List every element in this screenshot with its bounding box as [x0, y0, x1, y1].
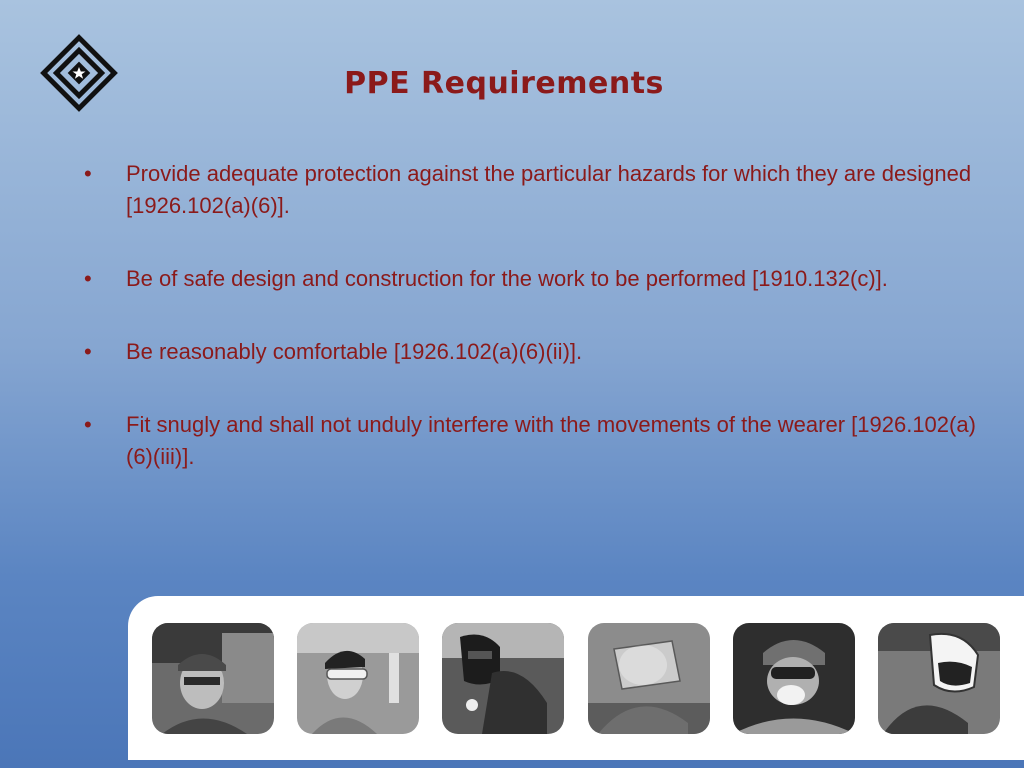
bullet-text: Be reasonably comfortable [1926.102(a)(6)(ii)]. — [126, 339, 583, 364]
bullet-item — [82, 409, 982, 473]
worker-safety-goggles-photo — [297, 623, 419, 734]
worker-hardhat-glasses-photo — [152, 623, 274, 734]
worker-welding-helmet-photo — [878, 623, 1000, 734]
bullet-item — [82, 158, 982, 222]
bullet-text: Provide adequate protection against the particular hazards for which they are designed [1926.102(a)(6)]. — [126, 161, 972, 218]
slide-title: PPE Requirements — [344, 66, 664, 101]
worker-face-shield-photo — [588, 623, 710, 734]
bullet-marker: • — [84, 339, 92, 364]
bullet-marker: • — [84, 161, 92, 186]
bullet-item — [82, 336, 982, 368]
bullet-marker: • — [84, 266, 92, 291]
bullet-text: Be of safe design and construction for the work to be performed [1910.132(c)]. — [126, 266, 888, 291]
bullet-item — [82, 263, 982, 295]
bullet-list — [82, 158, 982, 514]
welder-mask-photo — [442, 623, 564, 734]
worker-dust-mask-goggles-photo — [733, 623, 855, 734]
bullet-marker: • — [84, 412, 92, 437]
bullet-text: Fit snugly and shall not unduly interfere with the movements of the wearer [1926.102(a)(6)(iii)]. — [126, 412, 976, 469]
